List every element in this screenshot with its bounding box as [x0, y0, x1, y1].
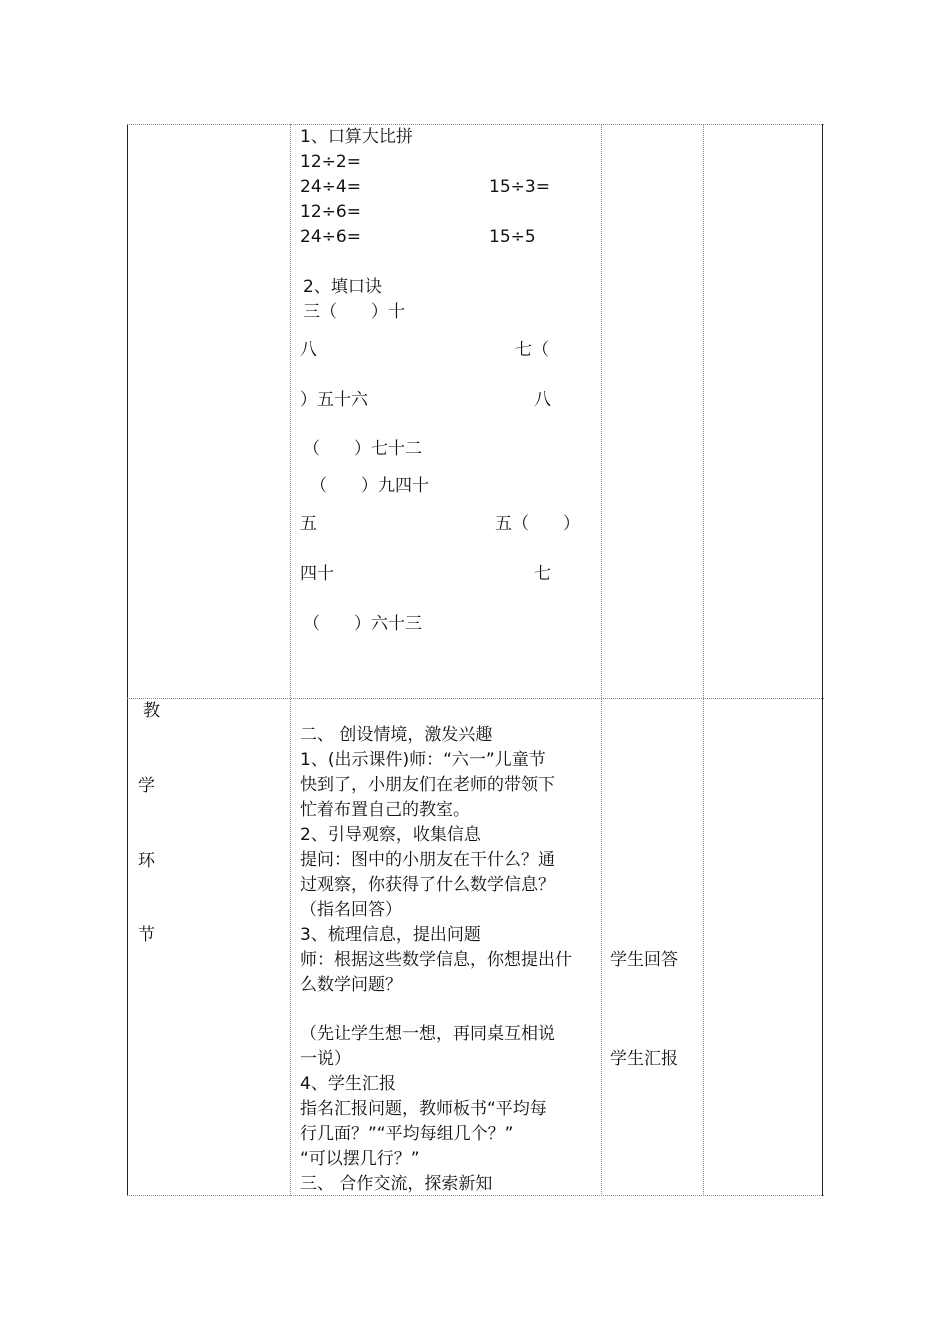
- content-line: 三、 合作交流，探索新知: [300, 1174, 493, 1194]
- column-divider: [290, 124, 291, 1196]
- fill-in-item: 五: [300, 514, 317, 534]
- content-line: 师：根据这些数学信息，你想提出什: [300, 950, 572, 970]
- equation: 12÷6=: [300, 202, 361, 222]
- content-line: 行几面？”“平均每组几个？”: [300, 1124, 514, 1144]
- content-line: 4、学生汇报: [300, 1074, 396, 1094]
- content-line: 二、 创设情境，激发兴趣: [300, 725, 493, 745]
- fill-in-item: 八: [534, 390, 551, 410]
- content-line: （先让学生想一想，再同桌互相说: [300, 1024, 555, 1044]
- section-heading: 1、口算大比拼: [300, 127, 413, 147]
- student-activity: 学生汇报: [610, 1049, 678, 1069]
- content-line: 3、梳理信息，提出问题: [300, 925, 481, 945]
- content-line: 1、(出示课件)师：“六一”儿童节: [300, 750, 546, 770]
- fill-in-item: 三（ ）十: [303, 302, 405, 322]
- fill-in-item: 七（: [515, 340, 549, 360]
- content-line: 忙着布置自己的教室。: [300, 800, 470, 820]
- content-line: 提问：图中的小朋友在干什么？通: [300, 850, 555, 870]
- content-line: 么数学问题？: [300, 975, 402, 995]
- content-line: 快到了，小朋友们在老师的带领下: [300, 775, 555, 795]
- column-divider: [601, 124, 602, 1196]
- content-line: 一说）: [300, 1049, 351, 1069]
- fill-in-item: （ ）九四十: [310, 476, 429, 496]
- fill-in-item: ）五十六: [300, 390, 368, 410]
- fill-in-item: （ ）六十三: [303, 614, 422, 634]
- equation: 15÷5: [489, 227, 536, 247]
- content-line: （指名回答）: [300, 900, 402, 920]
- table-right-border: [822, 124, 823, 1196]
- stage-label-char: 环: [138, 851, 155, 871]
- stage-label-char: 节: [138, 925, 155, 945]
- stage-label-char: 教: [143, 701, 160, 721]
- equation: 12÷2=: [300, 152, 361, 172]
- table-left-border: [127, 124, 128, 1196]
- equation: 15÷3=: [489, 177, 550, 197]
- row-divider: [127, 698, 824, 699]
- stage-label-char: 学: [138, 776, 155, 796]
- equation: 24÷4=: [300, 177, 361, 197]
- content-line: 过观察，你获得了什么数学信息？: [300, 875, 555, 895]
- content-line: 指名汇报问题，教师板书“平均每: [300, 1099, 547, 1119]
- lesson-plan-table: [127, 124, 824, 1196]
- fill-in-item: 五（ ）: [495, 514, 580, 534]
- fill-in-item: （ ）七十二: [303, 439, 422, 459]
- fill-in-item: 七: [534, 564, 551, 584]
- fill-in-item: 八: [300, 340, 317, 360]
- section-heading: 2、填口诀: [303, 277, 382, 297]
- content-line: 2、引导观察，收集信息: [300, 825, 481, 845]
- content-line: “可以摆几行？”: [300, 1149, 420, 1169]
- fill-in-item: 四十: [300, 564, 334, 584]
- student-activity: 学生回答: [610, 950, 678, 970]
- equation: 24÷6=: [300, 227, 361, 247]
- table-top-border: [127, 124, 824, 125]
- column-divider: [703, 124, 704, 1196]
